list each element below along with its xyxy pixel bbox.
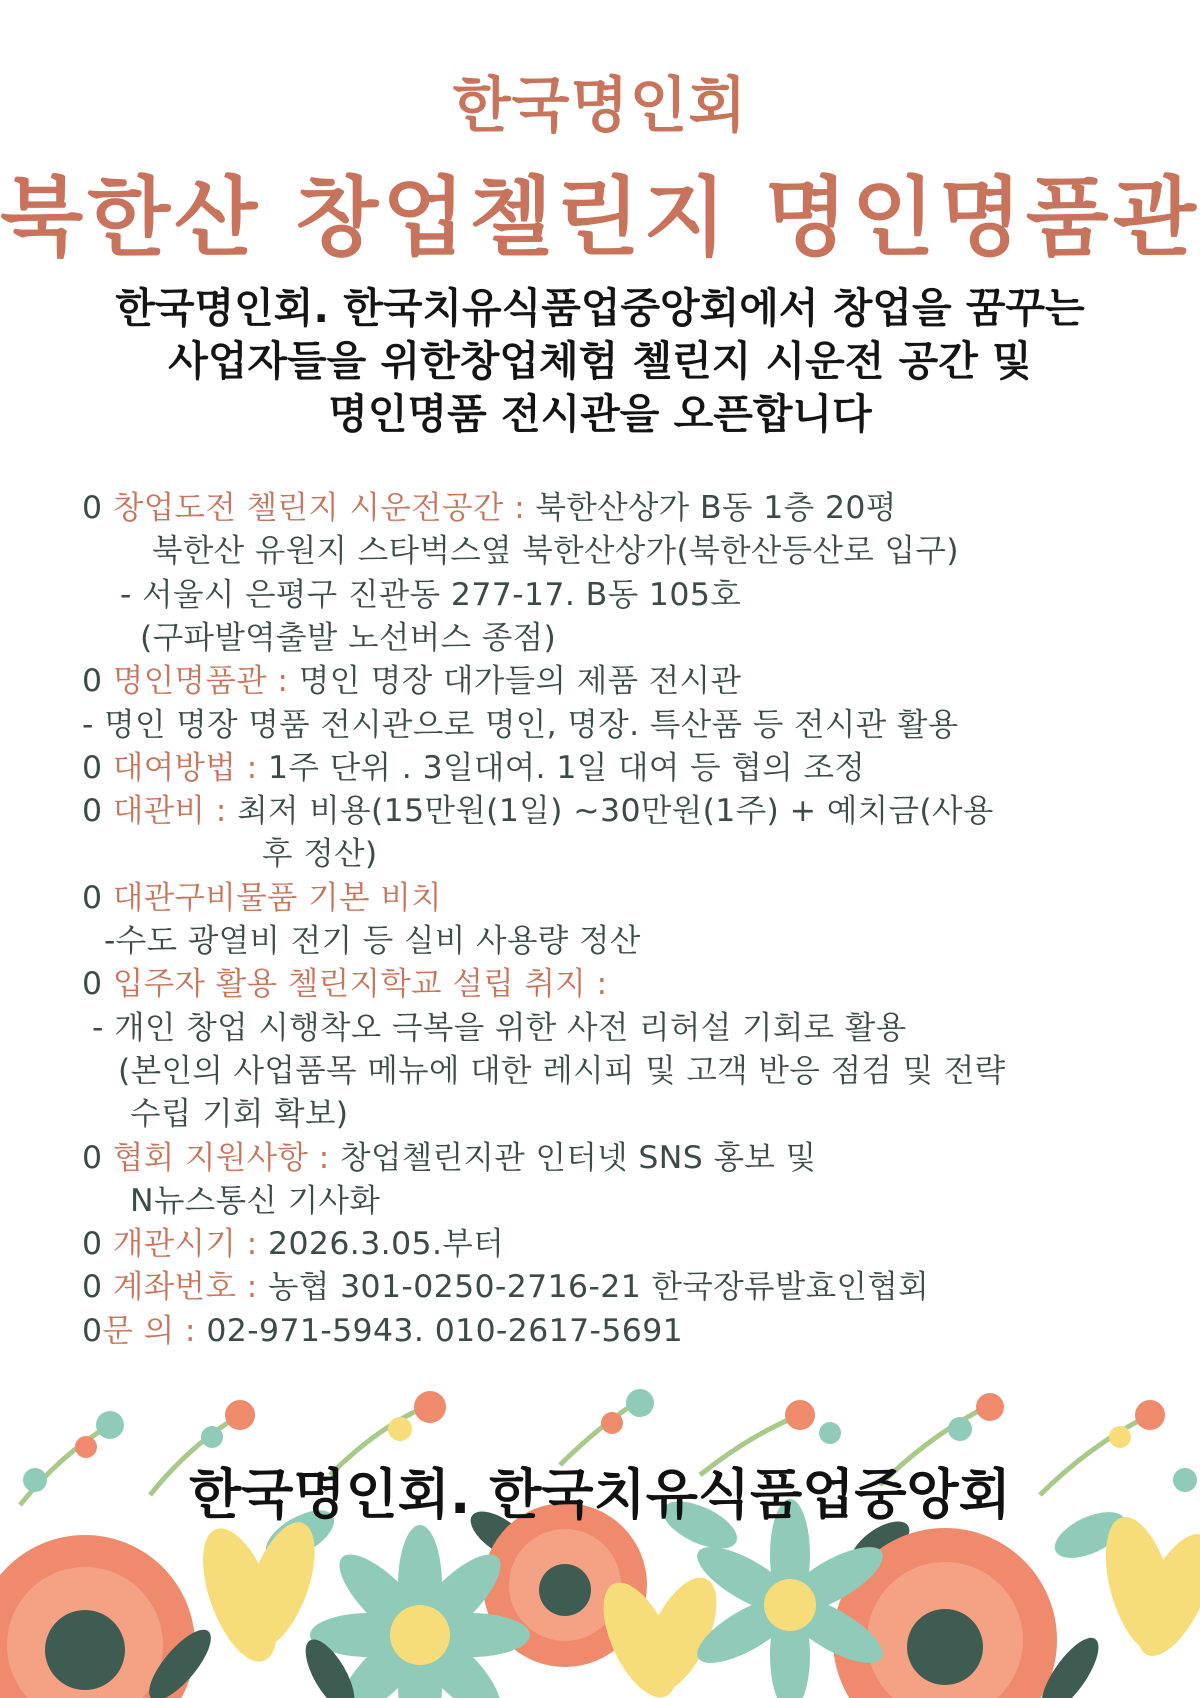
floral-border [0, 1385, 1200, 1698]
bullet: 0 [82, 966, 103, 1003]
header-org-name: 한국명인회 [452, 71, 748, 141]
intro-text [40, 282, 1160, 441]
detail-label: 문 의 : [102, 1312, 196, 1349]
detail-label: 창업도전 첼린지 시운전공간 : [112, 490, 526, 526]
detail-item-contact [82, 1310, 683, 1353]
footer-org-name: 한국명인회. 한국치유식품업중앙회 [189, 1463, 1011, 1526]
detail-value: 1주 단위 . 3일대여. 1일 대여 등 협의 조정 [257, 749, 866, 786]
detail-label: 대관구비물품 기본 비치 [112, 879, 442, 916]
bullet: 0 [82, 490, 103, 526]
bullet: 0 [82, 879, 103, 916]
detail-subline: N뉴스통신 기사화 [130, 1182, 381, 1219]
bullet: 0 [82, 1312, 103, 1349]
detail-value: 농협 301-0250-2716-21 한국장류발효인협회 [257, 1269, 930, 1306]
bullet: 0 [82, 1269, 103, 1306]
intro-line: 사업자들을 위한창업체험 첼린지 시운전 공간 및 [168, 337, 1032, 385]
detail-item-equipment [82, 877, 442, 920]
detail-label: 계좌번호 : [112, 1269, 258, 1306]
detail-subline: (구파발역출발 노선버스 종점) [140, 619, 557, 656]
detail-item-rental-method [82, 747, 865, 790]
detail-subline: 후 정산) [262, 836, 378, 873]
detail-item-opening [82, 1223, 504, 1266]
detail-label: 협회 지원사항 : [112, 1139, 330, 1176]
bullet: 0 [82, 663, 103, 700]
detail-label: 명인명품관 : [112, 663, 289, 700]
detail-value: 2026.3.05.부터 [257, 1226, 505, 1263]
detail-item-account [82, 1266, 929, 1309]
detail-value: 명인 명장 대가들의 제품 전시관 [288, 663, 742, 700]
detail-label: 입주자 활용 첼린지학교 설립 취지 : [112, 966, 608, 1003]
detail-value: 02-971-5943. 010-2617-5691 [195, 1312, 684, 1349]
detail-value: 최저 비용(15만원(1일) ~30만원(1주) + 예치금(사용 [226, 793, 994, 830]
detail-subline: - 개인 창업 시행착오 극복을 위한 사전 리허설 기회로 활용 [92, 1009, 907, 1046]
detail-item-support [82, 1137, 816, 1180]
detail-label: 개관시기 : [112, 1226, 258, 1263]
detail-item-purpose [82, 963, 608, 1006]
detail-label: 대관비 : [112, 793, 227, 830]
detail-subline: 북한산 유원지 스타벅스옆 북한산상가(북한산등산로 입구) [152, 533, 959, 570]
intro-line: 한국명인회. 한국치유식품업중앙회에서 창업을 꿈꾸는 [115, 284, 1085, 332]
bullet: 0 [82, 749, 103, 786]
detail-subline: 수립 기회 확보) [130, 1096, 349, 1133]
detail-item-space [82, 487, 897, 530]
detail-item-gallery [82, 660, 741, 703]
detail-item-fee [82, 790, 994, 833]
bullet: 0 [82, 793, 103, 830]
detail-label: 대여방법 : [112, 749, 258, 786]
intro-line: 명인명품 전시관을 오픈합니다 [328, 390, 872, 438]
detail-subline: (본인의 사업품목 메뉴에 대한 레시피 및 고객 반응 점검 및 전략 [118, 1052, 1006, 1089]
detail-subline: - 서울시 은평구 진관동 277-17. B동 105호 [120, 576, 742, 613]
detail-subline: -수도 광열비 전기 등 실비 사용량 정산 [104, 923, 641, 959]
detail-value: 창업첼린지관 인터넷 SNS 홍보 및 [329, 1139, 817, 1176]
bullet: 0 [82, 1226, 103, 1263]
main-title: 북한산 창업첼린지 명인명품관 [0, 168, 1200, 268]
detail-subline: - 명인 명장 명품 전시관으로 명인, 명장. 특산품 등 전시관 활용 [82, 706, 959, 743]
detail-value: 북한산상가 B동 1층 20평 [525, 490, 897, 526]
bullet: 0 [82, 1139, 103, 1176]
